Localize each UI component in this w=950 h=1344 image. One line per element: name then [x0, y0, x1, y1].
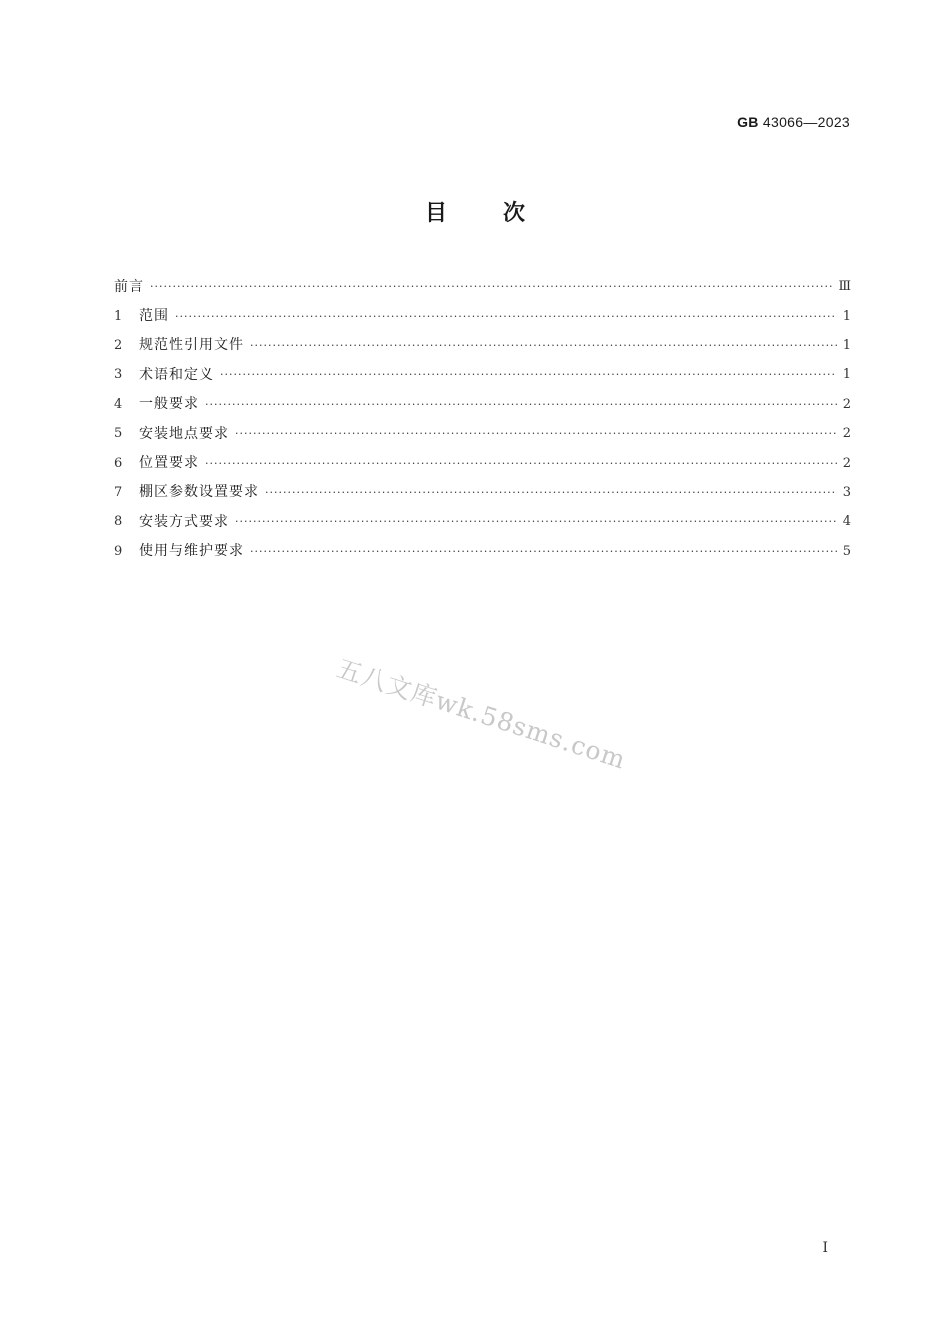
toc-leader-dots	[175, 311, 837, 322]
toc-entry-label: 规范性引用文件	[139, 337, 244, 354]
toc-entry-page: 1	[842, 337, 851, 353]
title-char-2: 次	[503, 201, 526, 226]
watermark-text: 五八文库wk.58sms.com	[333, 653, 630, 775]
toc-entry-3[interactable]	[114, 360, 851, 389]
toc-entry-page: 3	[842, 484, 851, 500]
toc-entry-number: 9	[114, 543, 123, 559]
toc-entry-number: 6	[114, 455, 123, 471]
toc-leader-dots	[250, 546, 837, 557]
toc-entry-label: 范围	[139, 308, 169, 325]
toc-entry-label: 棚区参数设置要求	[139, 484, 259, 501]
standard-prefix: GB	[737, 114, 759, 130]
toc-entry-6[interactable]	[114, 448, 851, 477]
toc-entry-number: 8	[114, 514, 123, 530]
toc-leader-dots	[205, 399, 837, 410]
toc-entry-label: 安装地点要求	[139, 425, 229, 442]
toc-entry-page: 4	[842, 514, 851, 530]
toc-entry-4[interactable]	[114, 390, 851, 419]
toc-entry-page: 5	[842, 543, 851, 559]
toc-entry-5[interactable]	[114, 419, 851, 448]
toc-entry-page: 2	[842, 426, 851, 442]
toc-leader-dots	[220, 369, 837, 380]
toc-entry-label: 位置要求	[139, 455, 199, 472]
toc-entry-2[interactable]	[114, 331, 851, 360]
toc-entry-number: 2	[114, 337, 123, 353]
toc-entry-label: 使用与维护要求	[139, 543, 244, 560]
page-number: I	[822, 1240, 828, 1256]
toc-entry-label: 术语和定义	[139, 366, 214, 383]
standard-number: 43066—2023	[762, 114, 850, 130]
page-title	[0, 196, 950, 227]
toc-entry-page: 1	[842, 308, 851, 324]
toc-entry-number: 7	[114, 484, 123, 500]
title-char-1: 目	[424, 201, 447, 226]
toc-entry-label: 一般要求	[139, 396, 199, 413]
toc-entry-label: 安装方式要求	[139, 513, 229, 530]
toc-entry-number: 1	[114, 308, 123, 324]
toc-leader-dots	[235, 428, 837, 439]
toc-leader-dots	[205, 458, 837, 469]
toc-entry-page: 2	[842, 396, 851, 412]
toc-entry-label: 前言	[114, 278, 144, 295]
toc-leader-dots	[265, 487, 837, 498]
table-of-contents	[114, 272, 851, 566]
toc-leader-dots	[150, 281, 832, 292]
toc-entry-number: 3	[114, 367, 123, 383]
standard-code	[737, 114, 850, 130]
toc-entry-page: 1	[842, 367, 851, 383]
toc-entry-page: 2	[842, 455, 851, 471]
toc-entry-8[interactable]	[114, 507, 851, 536]
toc-entry-foreword[interactable]	[114, 272, 851, 301]
toc-entry-1[interactable]	[114, 301, 851, 330]
toc-entry-9[interactable]	[114, 537, 851, 566]
toc-entry-7[interactable]	[114, 478, 851, 507]
toc-entry-number: 4	[114, 396, 123, 412]
toc-entry-number: 5	[114, 426, 123, 442]
toc-entry-page: Ⅲ	[838, 279, 851, 295]
toc-leader-dots	[250, 340, 837, 351]
toc-leader-dots	[235, 516, 837, 527]
